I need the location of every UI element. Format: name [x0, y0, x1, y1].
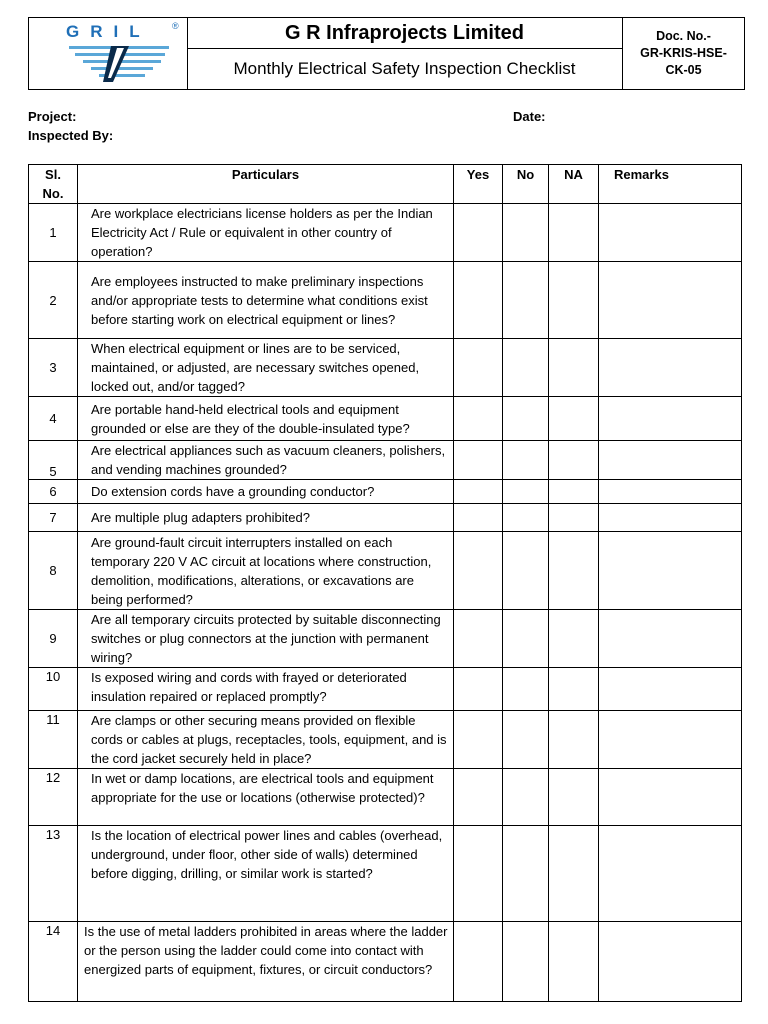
row-number: 7	[29, 504, 78, 532]
row-particular: Do extension cords have a grounding conductor?	[78, 480, 454, 504]
remarks-cell[interactable]	[599, 204, 742, 262]
na-cell[interactable]	[549, 826, 599, 922]
no-cell[interactable]	[503, 397, 549, 441]
yes-cell[interactable]	[454, 504, 503, 532]
remarks-cell[interactable]	[599, 480, 742, 504]
row-particular: Is exposed wiring and cords with frayed or deteriorated insulation repaired or replaced promptly?	[78, 668, 454, 711]
inspected-by-label: Inspected By:	[28, 128, 114, 143]
table-row	[29, 826, 742, 922]
na-cell[interactable]	[549, 204, 599, 262]
remarks-cell[interactable]	[599, 397, 742, 441]
document-header	[28, 17, 745, 90]
no-cell[interactable]	[503, 441, 549, 480]
remarks-cell[interactable]	[599, 441, 742, 480]
na-cell[interactable]	[549, 480, 599, 504]
no-cell[interactable]	[503, 826, 549, 922]
row-particular: Are clamps or other securing means provided on flexible cords or cables at plugs, receptacles, tools, equipment, and is the cord jacket securely held in place?	[78, 711, 454, 769]
remarks-cell[interactable]	[599, 668, 742, 711]
row-number: 6	[29, 480, 78, 504]
na-cell[interactable]	[549, 532, 599, 610]
table-header-row	[29, 165, 742, 204]
company-logo-text: GRIL	[66, 22, 151, 41]
row-particular: Are employees instructed to make preliminary inspections and/or appropriate tests to determine what conditions exist before starting work on electrical equipment or lines?	[78, 262, 454, 339]
row-particular: Are all temporary circuits protected by suitable disconnecting switches or plug connectors at the junction with permanent wiring?	[78, 610, 454, 668]
remarks-cell[interactable]	[599, 504, 742, 532]
yes-cell[interactable]	[454, 826, 503, 922]
doc-number-line1: GR-KRIS-HSE-	[640, 46, 727, 60]
yes-cell[interactable]	[454, 441, 503, 480]
registered-mark: ®	[172, 21, 179, 31]
na-header: NA	[549, 165, 599, 204]
na-cell[interactable]	[549, 397, 599, 441]
table-row	[29, 668, 742, 711]
table-row	[29, 204, 742, 262]
no-cell[interactable]	[503, 204, 549, 262]
remarks-cell[interactable]	[599, 610, 742, 668]
yes-cell[interactable]	[454, 668, 503, 711]
no-cell[interactable]	[503, 532, 549, 610]
no-cell[interactable]	[503, 610, 549, 668]
table-row	[29, 480, 742, 504]
road-logo-icon	[69, 44, 169, 84]
na-cell[interactable]	[549, 504, 599, 532]
row-number: 3	[29, 339, 78, 397]
remarks-cell[interactable]	[599, 262, 742, 339]
remarks-cell[interactable]	[599, 532, 742, 610]
row-particular: In wet or damp locations, are electrical tools and equipment appropriate for the use or locations (otherwise protected)?	[78, 769, 454, 826]
row-number: 4	[29, 397, 78, 441]
row-number: 9	[29, 610, 78, 668]
remarks-cell[interactable]	[599, 711, 742, 769]
row-particular: Is the location of electrical power lines and cables (overhead, underground, under floor, other side of walls) determined before digging, drilling, or similar work is started?	[78, 826, 454, 922]
row-particular: Are ground-fault circuit interrupters installed on each temporary 220 V AC circuit at locations where construction, demolition, modifications, alterations, or excavations are being performed?	[78, 532, 454, 610]
table-row	[29, 769, 742, 826]
doc-number-line2: CK-05	[665, 63, 702, 77]
no-cell[interactable]	[503, 668, 549, 711]
row-number: 13	[29, 826, 78, 922]
yes-header: Yes	[454, 165, 503, 204]
row-particular: Are electrical appliances such as vacuum cleaners, polishers, and vending machines grounded?	[78, 441, 454, 480]
table-row	[29, 922, 742, 1002]
na-cell[interactable]	[549, 668, 599, 711]
na-cell[interactable]	[549, 441, 599, 480]
row-particular: Are multiple plug adapters prohibited?	[78, 504, 454, 532]
yes-cell[interactable]	[454, 532, 503, 610]
no-cell[interactable]	[503, 922, 549, 1002]
table-row	[29, 397, 742, 441]
yes-cell[interactable]	[454, 204, 503, 262]
na-cell[interactable]	[549, 922, 599, 1002]
na-cell[interactable]	[549, 769, 599, 826]
na-cell[interactable]	[549, 262, 599, 339]
row-particular: Are portable hand-held electrical tools and equipment grounded or else are they of the double-insulated type?	[78, 397, 454, 441]
doc-number-label: Doc. No.-	[656, 29, 711, 43]
yes-cell[interactable]	[454, 262, 503, 339]
no-cell[interactable]	[503, 711, 549, 769]
table-row	[29, 262, 742, 339]
yes-cell[interactable]	[454, 397, 503, 441]
table-row	[29, 711, 742, 769]
document-title: Monthly Electrical Safety Inspection Checklist	[233, 59, 576, 78]
remarks-cell[interactable]	[599, 769, 742, 826]
date-label: Date:	[513, 109, 546, 124]
checklist-table	[28, 164, 742, 1002]
row-number: 11	[29, 711, 78, 769]
logo-cell	[29, 18, 188, 89]
row-number: 1	[29, 204, 78, 262]
row-number: 8	[29, 532, 78, 610]
particulars-header: Particulars	[78, 165, 454, 204]
row-particular: Is the use of metal ladders prohibited in areas where the ladder or the person using the ladder could come into contact with energized parts of equipment, fixtures, or circuit conductors?	[78, 922, 454, 1002]
table-row	[29, 532, 742, 610]
na-cell[interactable]	[549, 610, 599, 668]
remarks-cell[interactable]	[599, 826, 742, 922]
yes-cell[interactable]	[454, 922, 503, 1002]
table-row	[29, 504, 742, 532]
table-row	[29, 441, 742, 480]
row-number: 10	[29, 668, 78, 711]
table-row	[29, 339, 742, 397]
row-particular: Are workplace electricians license holders as per the Indian Electricity Act / Rule or equivalent in other country of operation?	[78, 204, 454, 262]
project-label: Project:	[28, 109, 77, 124]
yes-cell[interactable]	[454, 610, 503, 668]
yes-cell[interactable]	[454, 339, 503, 397]
remarks-cell[interactable]	[599, 922, 742, 1002]
na-cell[interactable]	[549, 339, 599, 397]
table-row	[29, 610, 742, 668]
remarks-cell[interactable]	[599, 339, 742, 397]
no-cell[interactable]	[503, 769, 549, 826]
row-number: 14	[29, 922, 78, 1002]
remarks-header: Remarks	[599, 165, 742, 204]
doc-number-cell	[623, 18, 744, 89]
row-number: 12	[29, 769, 78, 826]
no-cell[interactable]	[503, 480, 549, 504]
row-particular: When electrical equipment or lines are to be serviced, maintained, or adjusted, are necessary switches opened, locked out, and/or tagged?	[78, 339, 454, 397]
title-cell	[187, 18, 623, 89]
yes-cell[interactable]	[454, 769, 503, 826]
sl-no-header: Sl. No.	[29, 165, 78, 204]
no-header: No	[503, 165, 549, 204]
no-cell[interactable]	[503, 262, 549, 339]
company-name: G R Infraprojects Limited	[187, 18, 622, 49]
no-cell[interactable]	[503, 339, 549, 397]
no-cell[interactable]	[503, 504, 549, 532]
na-cell[interactable]	[549, 711, 599, 769]
row-number: 5	[29, 441, 78, 480]
row-number: 2	[29, 262, 78, 339]
yes-cell[interactable]	[454, 480, 503, 504]
yes-cell[interactable]	[454, 711, 503, 769]
